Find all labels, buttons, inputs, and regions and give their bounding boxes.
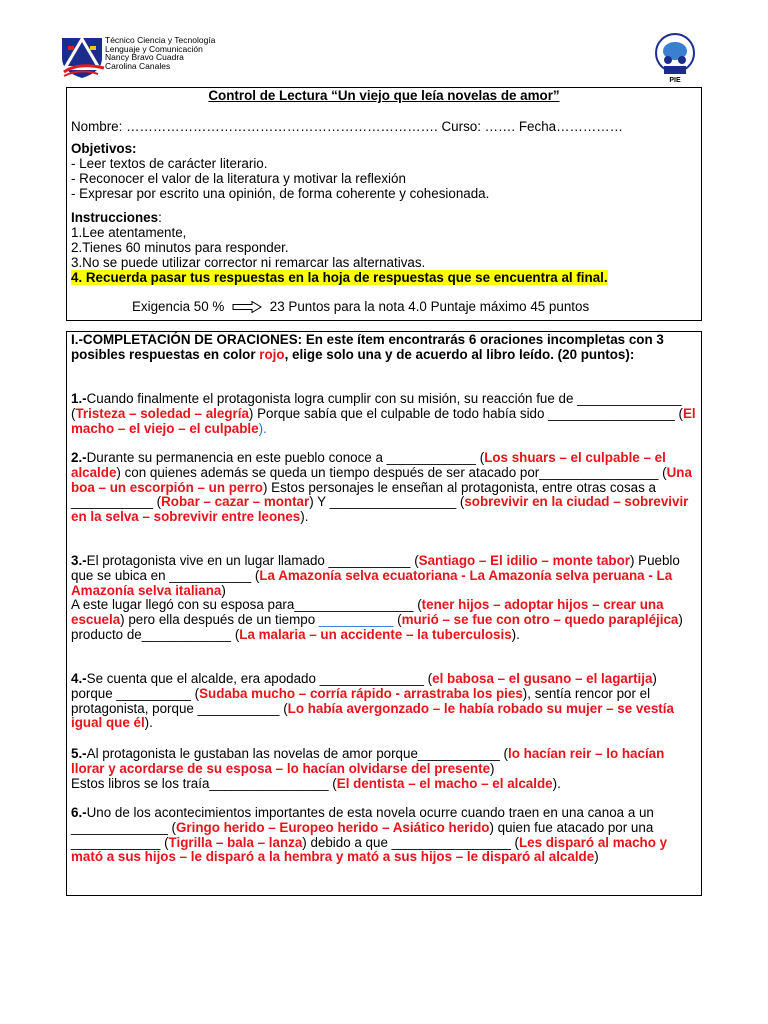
objetivo-item: - Expresar por escrito una opinión, de forma coherente y cohesionada. — [71, 186, 490, 201]
page-header — [58, 30, 708, 84]
exigencia-label: Exigencia 50 % — [132, 299, 225, 314]
question-5: 5.-Al protagonista le gustaban las novelas de amor porque___________ (lo hacían reir – lo hacían llorar y acordarse de su esposa – lo hacían olvidarse del presente) Estos libros se los traía________________ (El dentista – el macho – el alcalde). — [71, 746, 665, 791]
exigencia-line — [132, 299, 589, 314]
instruccion-item: 1.Lee atentamente, — [71, 225, 187, 240]
question-1: 1.-Cuando finalmente el protagonista logra cumplir con su misión, su reacción fue de ______________ (Tristeza – soledad – alegría) Porque sabía que el culpable de todo había sido _________________ (El macho – el viejo – el culpable). — [71, 391, 696, 436]
header-line: Técnico Ciencia y Tecnología — [105, 35, 216, 45]
instruccion-item: 2.Tienes 60 minutos para responder. — [71, 240, 289, 255]
header-line: Nancy Bravo Cuadra — [105, 52, 184, 63]
pie-logo-icon — [646, 32, 704, 84]
instrucciones-title: Instrucciones: — [71, 210, 162, 225]
question-4: 4.-Se cuenta que el alcalde, era apodado ______________ (el babosa – el gusano – el lagartija) porque __________ (Sudaba mucho – corría rápido - arrastraba los pies), sentía rencor por el protagonista, porque ___________ (Lo había avergonzado – le había robado su mujer – se vestía igual que él). — [71, 671, 674, 731]
objetivos-title: Objetivos: — [71, 141, 137, 156]
question-6: 6.-Uno de los acontecimientos importantes de esta novela ocurre cuando traen en una canoa a un _____________ (Gringo herido – Europeo herido – Asiático herido) quien fue atacado por una ____________ (Tigrilla – bala – lanza) debido a que ________________ (Les disparó al macho y mató a sus hijos – le disparó a la hembra y mató a sus hijos – le disparó al alcalde) — [71, 805, 668, 865]
header-line: Lenguaje y Comunicación — [105, 43, 203, 54]
instruccion-item: 3.No se puede utilizar corrector ni remarcar las alternativas. — [71, 255, 426, 270]
name-course-date-line: Nombre: ……………………………………………………………. Curso: ……. Fecha…………… — [71, 119, 624, 134]
arrow-right-icon — [232, 301, 262, 313]
exigencia-detail: 23 Puntos para la nota 4.0 Puntaje máximo 45 puntos — [269, 299, 590, 314]
page-title: Control de Lectura “Un viejo que leía novelas de amor” — [208, 88, 560, 103]
school-logo-icon — [58, 32, 110, 80]
pie-logo-label: PIE — [669, 77, 681, 84]
objetivo-item: - Reconocer el valor de la literatura y motivar la reflexión — [71, 171, 406, 186]
objetivo-item: - Leer textos de carácter literario. — [71, 156, 268, 171]
section-intro: I.-COMPLETACIÓN DE ORACIONES: En este ítem encontrarás 6 oraciones incompletas con 3 posibles respuestas en color rojo, elige solo una y de acuerdo al libro leído. (20 puntos): — [71, 332, 664, 362]
header-line: Carolina Canales — [105, 60, 171, 71]
header-text — [105, 36, 215, 70]
question-2: 2.-Durante su permanencia en este pueblo conoce a ____________ (Los shuars – el culpable – el alcalde) con quienes además se queda un tiempo después de ser atacado por________________ (Una boa – un escorpión – un perro) Estos personajes le enseñan al protagonista, entre otras cosas a ___________ (Robar – cazar – montar) Y _________________ (sobrevivir en la ciudad – sobrevivir en la selva – sobrevivir entre leones). — [71, 450, 692, 525]
question-3: 3.-El protagonista vive en un lugar llamado ___________ (Santiago – El idilio – monte tabor) Pueblo que se ubica en ___________ (La Amazonía selva ecuatoriana - La Amazonía selva peruana - La Amazonía selva italiana) A este lugar llegó con su esposa para________________ (tener hijos – adoptar hijos – crear una escuela) pero ella después de un tiempo __________ (murió – se fue con otro – quedo parapléjica) producto de____________ (La malaria – un accidente – la tuberculosis). — [71, 553, 683, 642]
highlighted-instruction: 4. Recuerda pasar tus respuestas en la hoja de respuestas que se encuentra al final. — [71, 270, 608, 285]
